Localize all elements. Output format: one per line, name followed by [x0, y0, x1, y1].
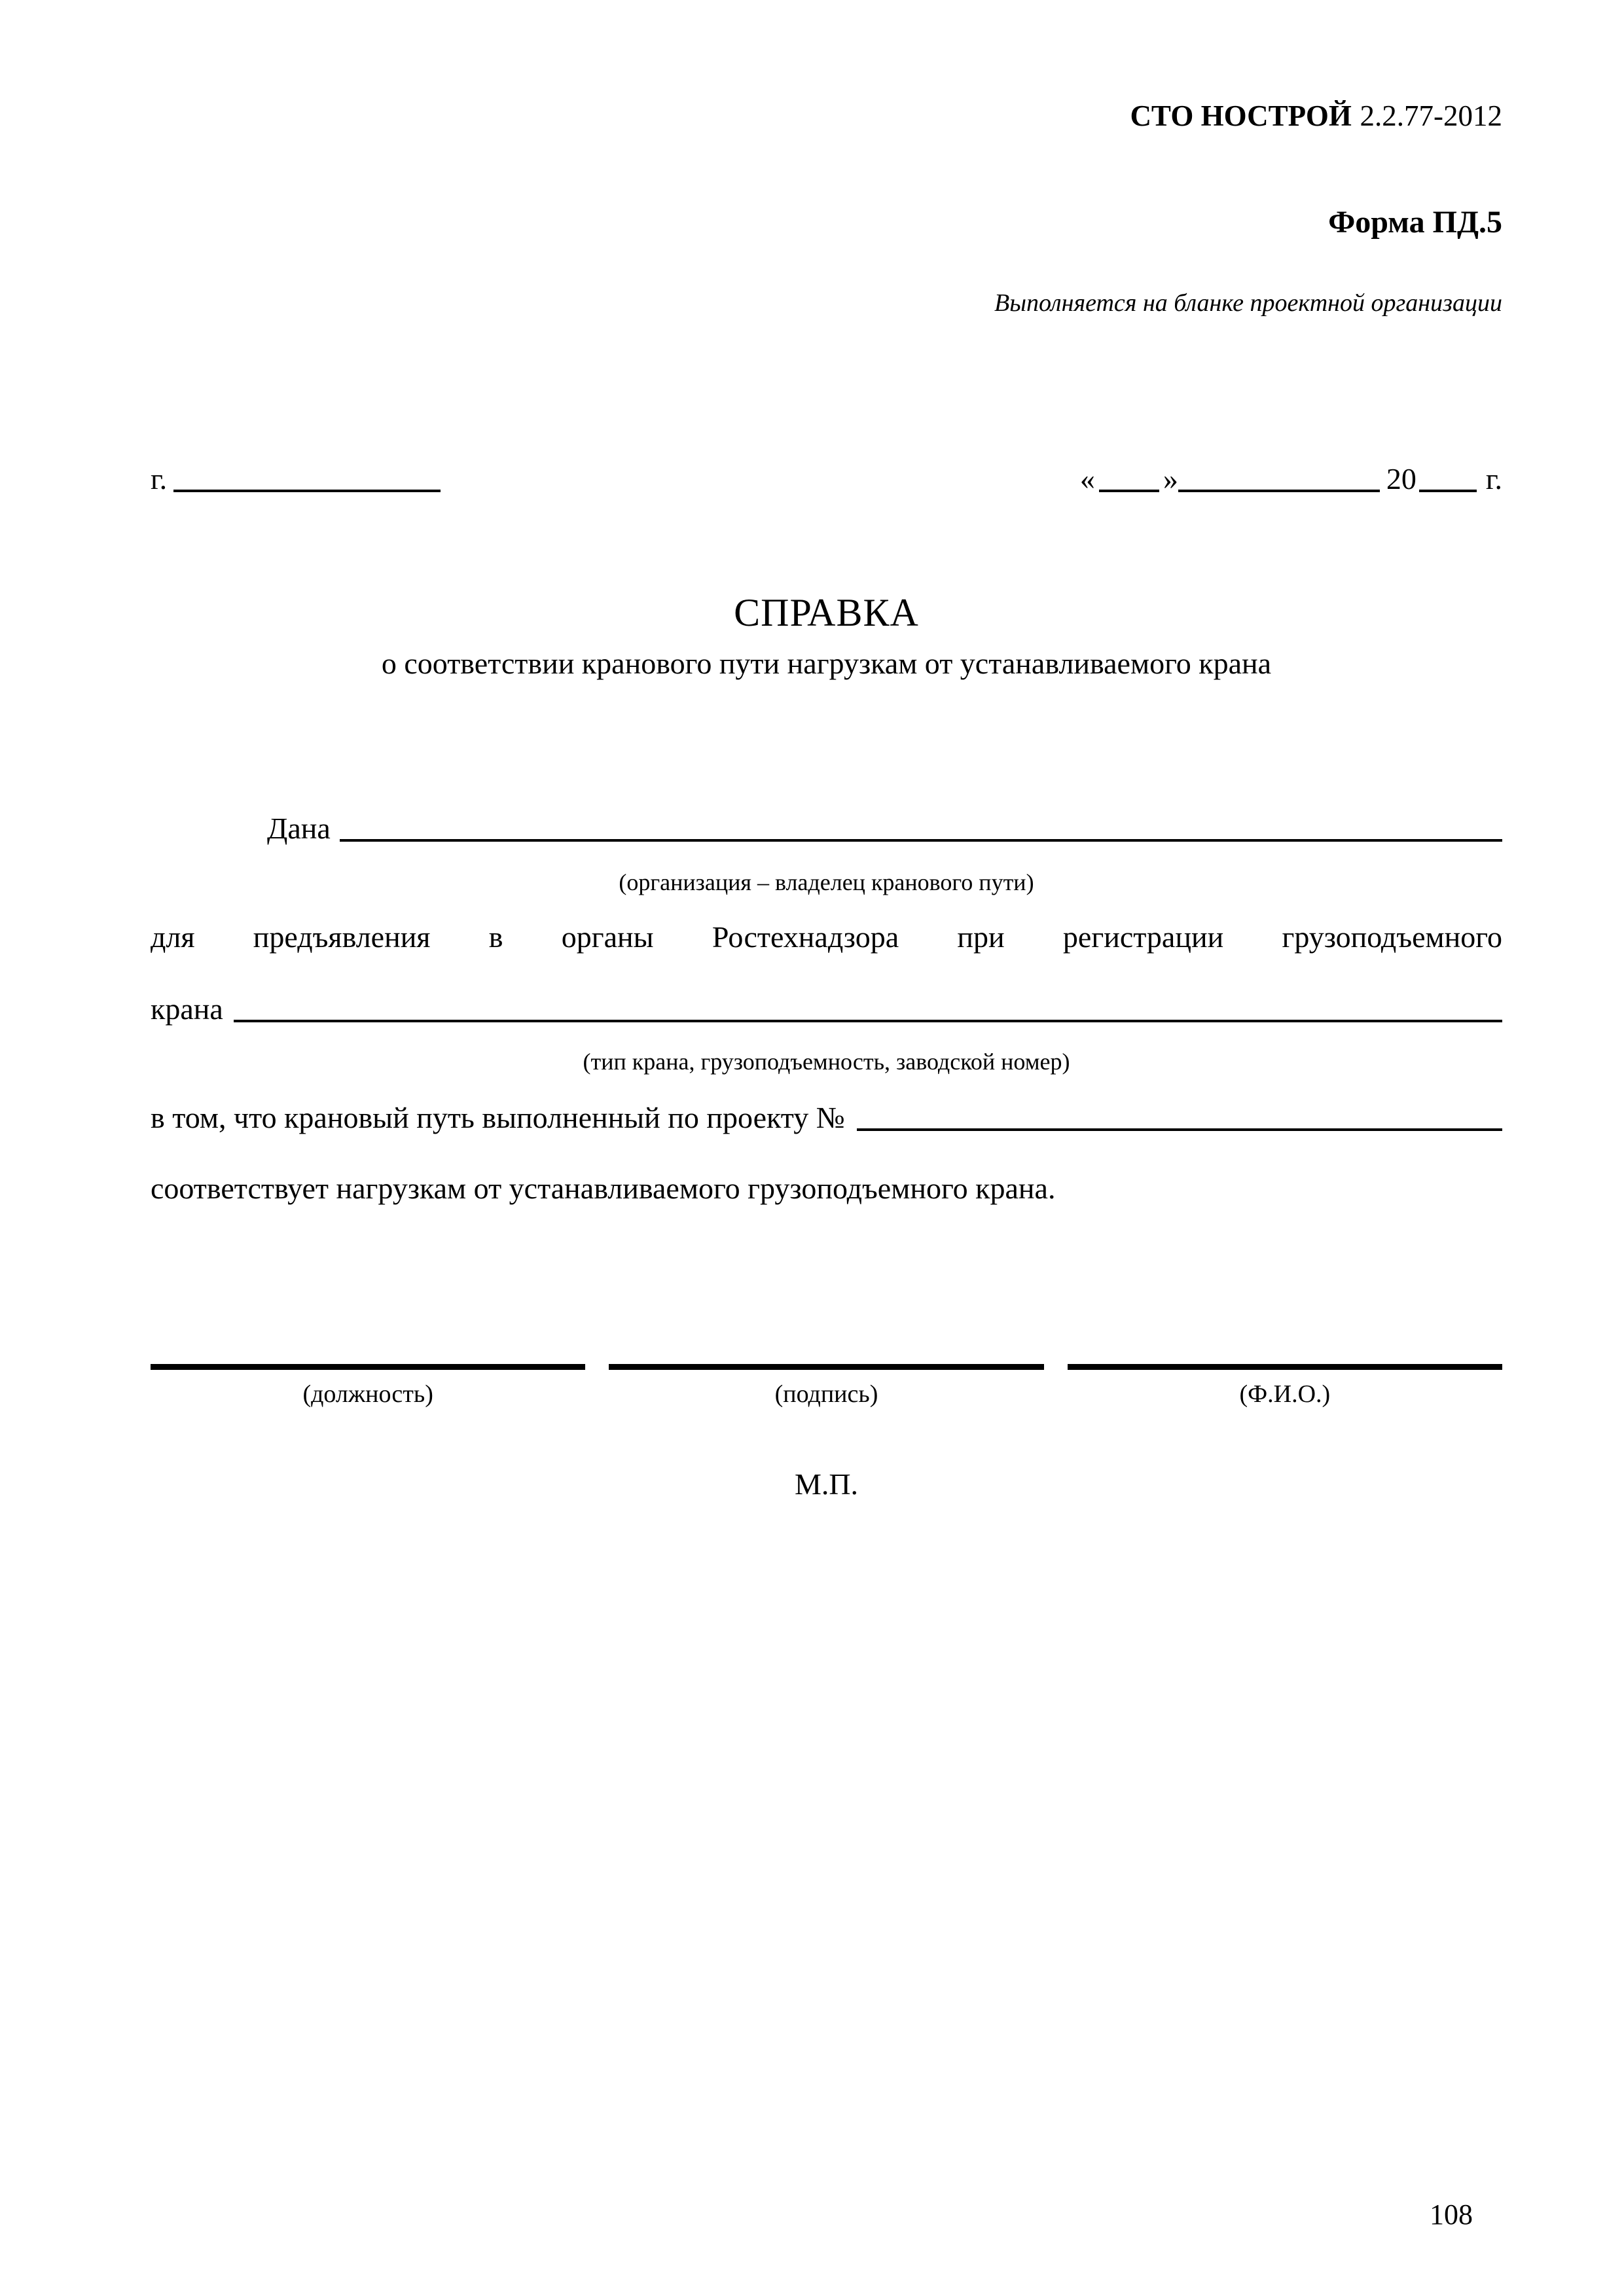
organization-caption: (организация – владелец кранового пути) [619, 869, 1034, 895]
given-row [151, 812, 1502, 846]
organization-blank-line [340, 839, 1502, 842]
crane-row [151, 992, 1502, 1027]
signature-block [151, 1364, 1502, 1409]
body-line-1: для предъявления в органы Ростехнадзора при регистрации грузоподъемного [151, 920, 1502, 954]
standard-name: СТО НОСТРОЙ [1130, 99, 1352, 132]
standard-header [151, 99, 1502, 134]
name-signature-line [1068, 1364, 1502, 1370]
document-subtitle: о соответствии кранового пути нагрузкам от устанавливаемого крана [381, 647, 1272, 680]
sign-caption: (подпись) [774, 1380, 878, 1408]
city-blank-line [173, 490, 441, 492]
position-signature-line [151, 1364, 585, 1370]
day-blank-line [1099, 490, 1159, 492]
crane-caption: (тип крана, грузоподъемность, заводской номер) [583, 1049, 1070, 1075]
given-label: Дана [267, 812, 331, 845]
city-prefix: г. [151, 462, 168, 495]
year-suffix: г. [1485, 462, 1502, 495]
position-caption: (должность) [302, 1380, 433, 1408]
name-caption: (Ф.И.О.) [1239, 1380, 1331, 1408]
city-group [151, 462, 441, 497]
signature-sign-column [609, 1364, 1043, 1409]
quote-open: « [1079, 462, 1095, 495]
standard-code: 2.2.77-2012 [1360, 99, 1502, 132]
page-number: 108 [1430, 2198, 1473, 2231]
date-group [1080, 462, 1502, 497]
project-number-row [151, 1101, 1502, 1136]
place-date-row [151, 462, 1502, 497]
crane-label: крана [151, 992, 223, 1026]
signature-name-column [1068, 1364, 1502, 1409]
body-line-2: в том, что крановый путь выполненный по проекту № [151, 1101, 845, 1134]
year-blank-line [1419, 490, 1477, 492]
form-label: Форма ПД.5 [1328, 205, 1502, 240]
body-line-3: соответствует нагрузкам от устанавливаемого грузоподъемного крана. [151, 1172, 1056, 1205]
project-number-blank-line [857, 1128, 1502, 1131]
document-title: СПРАВКА [734, 591, 919, 634]
stamp-place-label: М.П. [794, 1467, 859, 1501]
crane-blank-line [234, 1020, 1502, 1022]
quote-close: » [1163, 462, 1178, 495]
year-prefix: 20 [1386, 462, 1416, 495]
signature-position-column [151, 1364, 585, 1409]
sign-signature-line [609, 1364, 1043, 1370]
month-blank-line [1178, 490, 1380, 492]
blank-note: Выполняется на бланке проектной организации [994, 289, 1502, 317]
